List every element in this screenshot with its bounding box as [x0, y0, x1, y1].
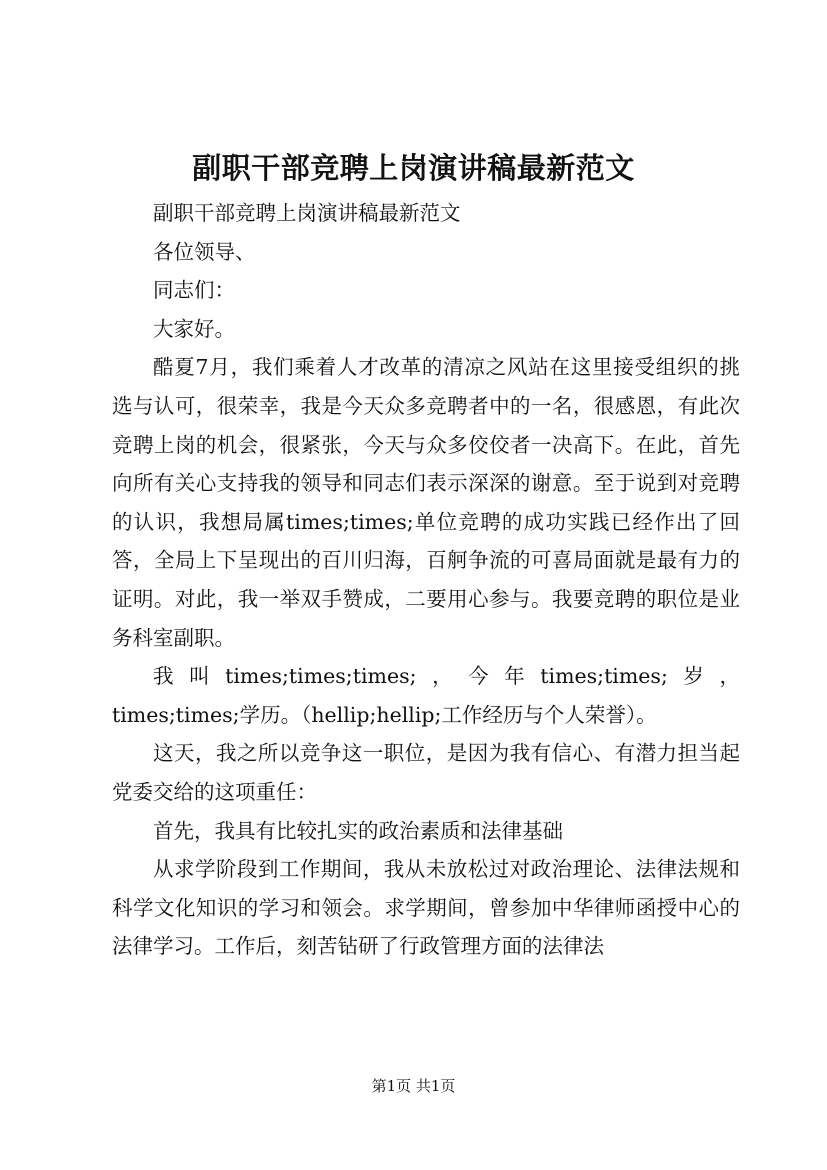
- paragraph-personal-info: 我叫times;times;times;，今年times;times;岁，times;times;学历。（hellip;hellip;工作经历与个人荣誉）。: [112, 664, 740, 727]
- paragraph-study-background: 从求学阶段到工作期间，我从未放松过对政治理论、法律法规和科学文化知识的学习和领会。求学期间，曾参加中华律师函授中心的法律学习。工作后，刻苦钻研了行政管理方面的法律法: [112, 857, 740, 959]
- document-title: 副职干部竞聘上岗演讲稿最新范文: [192, 151, 635, 185]
- paragraph-greeting: 大家好。: [153, 316, 235, 341]
- paragraph-point-one: 首先，我具有比较扎实的政治素质和法律基础: [153, 818, 563, 843]
- paragraph-salutation-leaders: 各位领导、: [153, 239, 256, 264]
- document-body: [112, 194, 740, 966]
- page-footer: 第1页 共1页: [371, 1077, 456, 1095]
- paragraph-reason: 这天，我之所以竞争这一职位，是因为我有信心、有潜力担当起党委交给的这项重任：: [112, 741, 740, 804]
- paragraph-heading-repeat: 副职干部竞聘上岗演讲稿最新范文: [153, 201, 461, 225]
- paragraph-introduction: 酷夏7月，我们乘着人才改革的清凉之风站在这里接受组织的挑选与认可，很荣幸，我是今天众多竞聘者中的一名，很感恩，有此次竞聘上岗的机会，很紧张，今天与众多佼佼者一决高下。在此，首先向所有关心支持我的领导和同志们表示深深的谢意。至于说到对竞聘的认识，我想局属times;times;单位竞聘的成功实践已经作出了回答，全局上下呈现出的百川归海，百舸争流的可喜局面就是最有力的证明。对此，我一举双手赞成，二要用心参与。我要竞聘的职位是业务科室副职。: [112, 355, 740, 650]
- paragraph-salutation-comrades: 同志们：: [153, 278, 235, 303]
